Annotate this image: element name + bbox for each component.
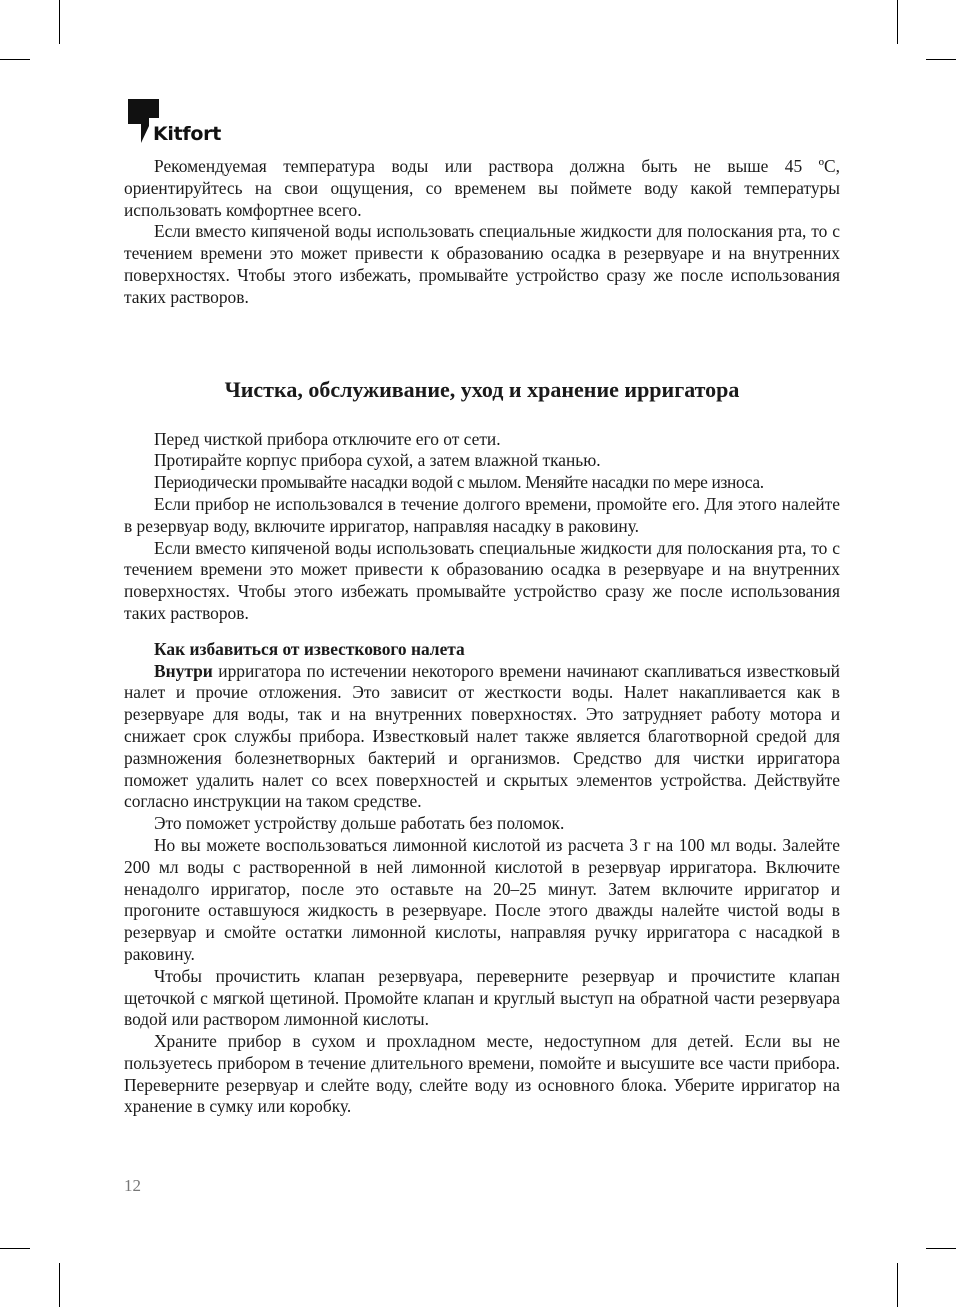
paragraph: Протирайте корпус прибора сухой, а затем влажной тканью. [154,450,601,471]
paragraph [124,661,840,814]
crop-mark [926,59,956,60]
crop-mark [0,59,30,60]
page-content [124,156,840,1118]
crop-mark [59,1263,60,1307]
subsection-heading: Как избавиться от известкового налета [154,638,465,659]
paragraph: Рекомендуемая температура воды или раствора должна быть не выше 45 ºС, ориентируйтесь на свои ощущения, со временем вы поймете воду какой температуры использовать комфортнее всего. [124,156,840,220]
brand-name: Kitfort [153,123,221,145]
paragraph: Периодически промывайте насадки водой с мылом. Меняйте насадки по мере износа. [154,472,764,493]
paragraph: Если вместо кипяченой воды использовать специальные жидкости для полоскания рта, то с течением времени это может привести к образованию осадка в резервуаре и на внутренних поверхностях. Чтобы этого избежать промывайте устройство сразу же после использования таких растворов. [124,537,840,623]
paragraph: Но вы можете воспользоваться лимонной кислотой из расчета 3 г на 100 мл воды. Залейте 200 мл воды с растворенной в ней лимонной кислотой в резервуар ирригатора. Включите ненадолго ирригатор, после это оставьте на 20–25 минут. Затем включите ирригатор и прогоните оставшуюся жидкость в резервуаре. После этого дважды налейте чистой воды в резервуар и смойте остатки лимонной кислоты, направляя ручку ирригатора с насадкой в раковину. [124,834,840,964]
crop-mark [59,0,60,44]
bold-lead: Внутри [154,660,213,681]
brand-logo [128,99,248,147]
paragraph: Храните прибор в сухом и прохладном месте, недоступном для детей. Если вы не пользуетесь прибором в течение длительного времени, помойте и высушите все части прибора. Переверните резервуар и слейте воду, слейте воду из основного блока. Уберите ирригатор на хранение в сумку или коробку. [124,1031,840,1117]
paragraph: Если вместо кипяченой воды использовать специальные жидкости для полоскания рта, то с течением времени это может привести к образованию осадка в резервуаре и на внутренних поверхностях. Чтобы этого избежать, промывайте устройство сразу же после использования таких растворов. [124,221,840,307]
paragraph: Перед чисткой прибора отключите его от сети. [154,428,501,449]
crop-mark [0,1248,30,1249]
paragraph: Если прибор не использовался в течение долгого времени, промойте его. Для этого налейте в резервуар воду, включите ирригатор, направляя насадку в раковину. [124,493,840,536]
page-number: 12 [124,1176,141,1195]
paragraph: Чтобы прочистить клапан резервуара, переверните резервуар и прочистите клапан щеточкой с мягкой щетиной. Промойте клапан и круглый выступ на обратной части резервуара водой или раствором лимонной кислоты. [124,965,840,1030]
paragraph: Это поможет устройству дольше работать без поломок. [154,813,565,834]
section-heading: Чистка, обслуживание, уход и хранение ирригатора [224,376,740,402]
crop-mark [897,1263,898,1307]
crop-mark [926,1248,956,1249]
crop-mark [897,0,898,44]
paragraph-text: ирригатора по истечении некоторого времени начинают скапливаться известковый налет и прочие отложения. Это зависит от жесткости воды. Налет накапливается как в резервуаре для воды, так и на внутренних поверхностях. Это затрудняет работу мотора и снижает срок службы прибора. Известковый налет также является благотворной средой для размножения болезнетворных бактерий и организмов. Средство для чистки ирригатора поможет удалить налет со всех поверхностей и скрытых элементов устройства. Действуйте согласно инструкции на таком средстве. [124,660,840,812]
